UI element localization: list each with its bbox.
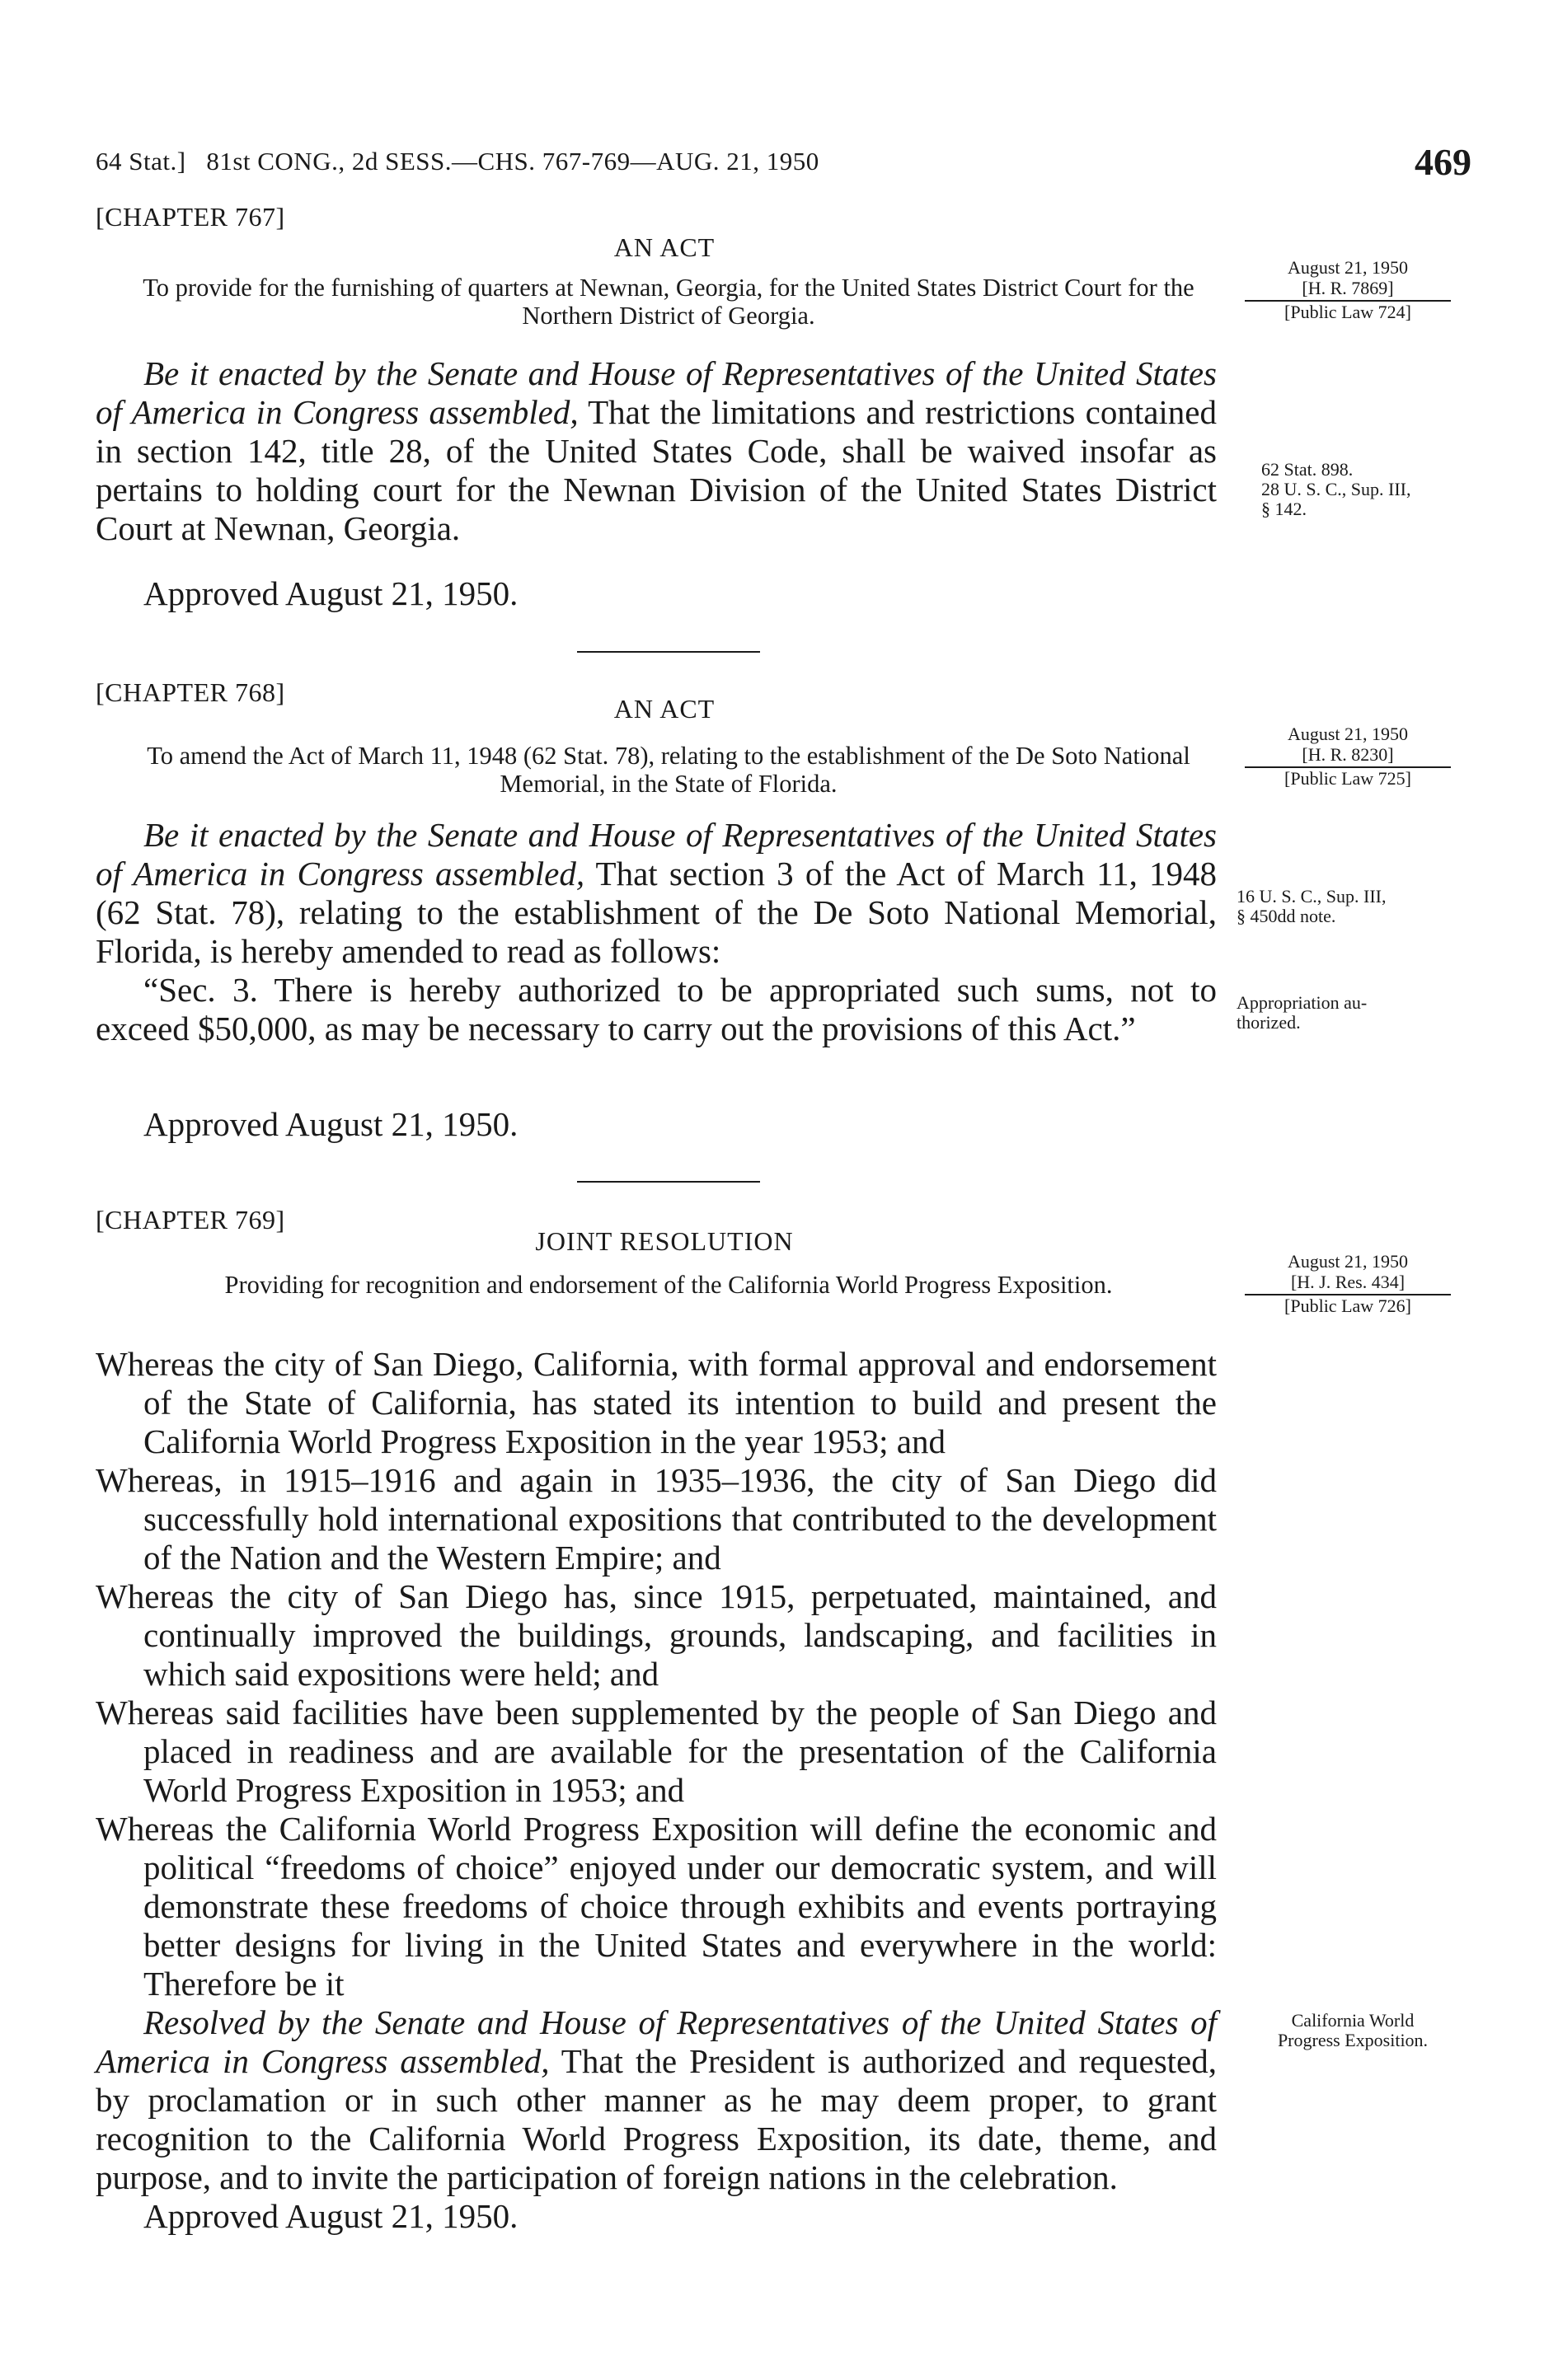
margin-bill-number: [H. R. 8230] [1245,744,1451,768]
page-number: 469 [1415,141,1471,183]
chapter-768-appropriation-note: Appropriation au- thorized. [1237,992,1368,1033]
chapter-769-text [96,1345,1217,2197]
enacting-clause: Be it enacted by the Senate and House of Representatives of the United States of America in Congress assembled, [96,816,1217,892]
chapter-769-heading: [CHAPTER 769] [96,1205,285,1235]
chapter-767-heading: [CHAPTER 767] [96,202,285,232]
chapter-768-heading: [CHAPTER 768] [96,677,285,707]
whereas-clause-1: Whereas the city of San Diego, California, with formal approval and endorsement of the State of California, has stated its intention to build and present the California World Progress Exposition in the year 1953; and [96,1345,1217,1460]
chapter-767-body: That the limitations and restrictions contained in section 142, title 28, of the United States Code, shall be waived insofar as pertains to holding court for the Newnan Division of the United States District Court at Newnan, Georgia. [96,393,1217,547]
chapter-769-purpose: Providing for recognition and endorsement of the California World Progress Exposition. [224,1271,1113,1299]
enacting-clause: Be it enacted by the Senate and House of Representatives of the United States of America in Congress assembled, [96,354,1217,431]
chapter-769-side-note: California World Progress Exposition. [1277,2010,1429,2050]
chapter-768-act-title: AN ACT [613,694,716,724]
chapter-768-side-note: 16 U. S. C., Sup. III, § 450dd note. [1237,886,1387,926]
margin-public-law: [Public Law 725] [1284,768,1411,789]
running-header [96,140,1471,190]
chapter-768-approved: Approved August 21, 1950. [143,1105,519,1143]
chapter-768-body: That section 3 of the Act of March 11, 1948 (62 Stat. 78), relating to the establishment of the De Soto National Memorial, Florida, is hereby amended to read as follows: [96,855,1217,970]
chapter-768-purpose: To amend the Act of March 11, 1948 (62 Stat. 78), relating to the establishment of the De Soto National Memorial, in the State of Florida. [147,742,1190,798]
chapter-768-text [96,816,1217,1048]
section-divider [577,1181,760,1183]
chapter-768-section-3: “Sec. 3. There is hereby authorized to be appropriated such sums, not to exceed $50,000, as may be necessary to carry out the provisions of this Act.” [96,971,1217,1047]
resolving-clause: Resolved by the Senate and House of Representatives of the United States of America in Congress assembled, [96,2003,1217,2080]
margin-bill-number: [H. J. Res. 434] [1245,1272,1451,1295]
whereas-clause-3: Whereas the city of San Diego has, since 1915, perpetuated, maintained, and continually improved the buildings, grounds, landscaping, and facilities in which said expositions were held; and [96,1577,1217,1693]
margin-date: August 21, 1950 [1287,724,1409,744]
chapter-767-margin-citation [1245,257,1451,322]
chapter-767-text [96,354,1217,548]
whereas-clause-2: Whereas, in 1915–1916 and again in 1935–1936, the city of San Diego did successfully hold international expositions that contributed to the development of the Nation and the Western Empire; and [96,1461,1217,1577]
margin-public-law: [Public Law 724] [1284,302,1411,322]
whereas-clause-4: Whereas said facilities have been supplemented by the people of San Diego and placed in readiness and are available for the presentation of the California World Progress Exposition in 1953; and [96,1694,1217,1809]
chapter-767-purpose: To provide for the furnishing of quarters at Newnan, Georgia, for the United States District Court for the Northern District of Georgia. [143,274,1194,330]
margin-date: August 21, 1950 [1287,257,1409,278]
header-citation: 64 Stat.] 81st CONG., 2d SESS.—CHS. 767-769—AUG. 21, 1950 [96,147,819,176]
chapter-769-title: JOINT RESOLUTION [535,1226,794,1256]
chapter-769-margin-citation [1245,1251,1451,1316]
whereas-clause-5: Whereas the California World Progress Exposition will define the economic and political “freedoms of choice” enjoyed under our democratic system, and will demonstrate these freedoms of choice through exhibits and events portraying better designs for living in the United States and everywhere in the world: Therefore be it [96,1810,1217,2003]
chapter-767-side-note: 62 Stat. 898. 28 U. S. C., Sup. III, § 142. [1261,459,1411,519]
chapter-769-resolution: That the President is authorized and requested, by proclamation or in such other manner as he may deem proper, to grant recognition to the California World Progress Exposition, its date, theme, and purpose, and to invite the participation of foreign nations in the celebration. [96,2042,1217,2196]
section-divider [577,651,760,653]
chapter-767-approved: Approved August 21, 1950. [143,574,519,612]
chapter-769-approved: Approved August 21, 1950. [143,2197,519,2235]
margin-date: August 21, 1950 [1287,1251,1409,1272]
chapter-767-act-title: AN ACT [613,232,716,262]
chapter-768-margin-citation [1245,724,1451,789]
margin-public-law: [Public Law 726] [1284,1295,1411,1316]
margin-bill-number: [H. R. 7869] [1245,278,1451,302]
